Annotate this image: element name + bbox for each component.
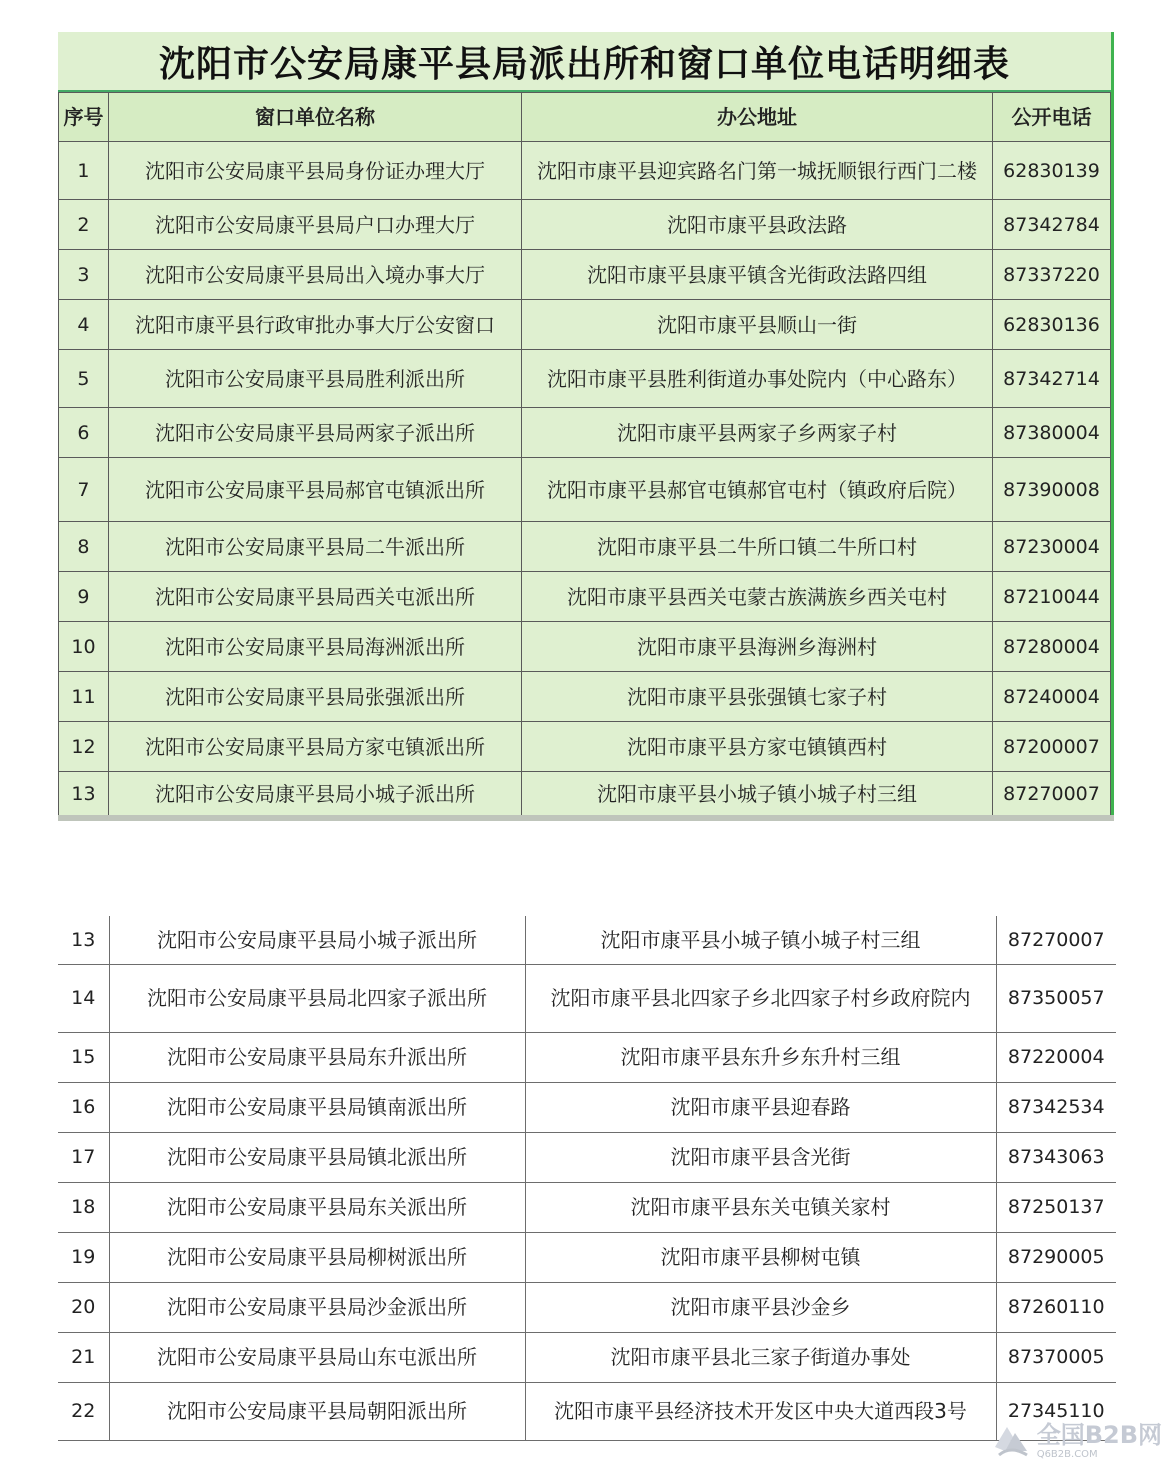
- row-phone: 87390008: [993, 458, 1111, 522]
- table-row: [58, 1282, 1116, 1332]
- row-unit-name: 沈阳市公安局康平县局镇北派出所: [109, 1132, 525, 1182]
- row-phone: 87290005: [996, 1232, 1116, 1282]
- table-row: [59, 200, 1111, 250]
- row-phone: 27345110: [996, 1382, 1116, 1440]
- row-phone: 87270007: [993, 772, 1111, 816]
- row-index: 9: [59, 572, 109, 622]
- row-unit-name: 沈阳市公安局康平县局山东屯派出所: [109, 1332, 525, 1382]
- row-phone: 62830136: [993, 300, 1111, 350]
- row-address: 沈阳市康平县迎春路: [525, 1082, 996, 1132]
- row-unit-name: 沈阳市公安局康平县局出入境办事大厅: [108, 250, 521, 300]
- table-bottom: [58, 916, 1116, 1441]
- row-address: 沈阳市康平县政法路: [522, 200, 993, 250]
- row-phone: 87260110: [996, 1282, 1116, 1332]
- row-unit-name: 沈阳市公安局康平县局朝阳派出所: [109, 1382, 525, 1440]
- table-row: [59, 250, 1111, 300]
- row-phone: 87337220: [993, 250, 1111, 300]
- row-unit-name: 沈阳市公安局康平县局两家子派出所: [108, 408, 521, 458]
- header-unit-name: 窗口单位名称: [108, 93, 521, 142]
- table-row: [59, 142, 1111, 200]
- row-unit-name: 沈阳市公安局康平县局东升派出所: [109, 1032, 525, 1082]
- watermark-subtext: Q6B2B.COM: [1036, 1448, 1098, 1460]
- row-address: 沈阳市康平县康平镇含光街政法路四组: [522, 250, 993, 300]
- row-index: 14: [58, 964, 109, 1032]
- table-row: [59, 458, 1111, 522]
- row-index: 1: [59, 142, 109, 200]
- table-row: [59, 300, 1111, 350]
- row-phone: 87342534: [996, 1082, 1116, 1132]
- phone-table-top: [58, 92, 1111, 816]
- row-address: 沈阳市康平县北三家子街道办事处: [525, 1332, 996, 1382]
- row-index: 8: [59, 522, 109, 572]
- row-phone: 62830139: [993, 142, 1111, 200]
- table-row: [59, 622, 1111, 672]
- row-unit-name: 沈阳市公安局康平县局二牛派出所: [108, 522, 521, 572]
- table-row: [58, 916, 1116, 964]
- row-phone: 87270007: [996, 916, 1116, 964]
- table-row: [58, 964, 1116, 1032]
- row-unit-name: 沈阳市公安局康平县局镇南派出所: [109, 1082, 525, 1132]
- row-index: 7: [59, 458, 109, 522]
- phone-table-bottom: [58, 916, 1116, 1441]
- header-phone: 公开电话: [993, 93, 1111, 142]
- table-row: [58, 1032, 1116, 1082]
- table-row: [59, 522, 1111, 572]
- watermark: [991, 1421, 1162, 1461]
- table-row: [59, 408, 1111, 458]
- row-address: 沈阳市康平县迎宾路名门第一城抚顺银行西门二楼: [522, 142, 993, 200]
- row-address: 沈阳市康平县顺山一街: [522, 300, 993, 350]
- row-address: 沈阳市康平县两家子乡两家子村: [522, 408, 993, 458]
- row-address: 沈阳市康平县张强镇七家子村: [522, 672, 993, 722]
- row-unit-name: 沈阳市公安局康平县局小城子派出所: [109, 916, 525, 964]
- row-phone: 87343063: [996, 1132, 1116, 1182]
- table-row: [59, 672, 1111, 722]
- table-row: [58, 1182, 1116, 1232]
- row-unit-name: 沈阳市公安局康平县局张强派出所: [108, 672, 521, 722]
- row-unit-name: 沈阳市公安局康平县局身份证办理大厅: [108, 142, 521, 200]
- page-title: 沈阳市公安局康平县局派出所和窗口单位电话明细表: [58, 32, 1111, 92]
- row-address: 沈阳市康平县沙金乡: [525, 1282, 996, 1332]
- row-phone: 87342714: [993, 350, 1111, 408]
- row-address: 沈阳市康平县方家屯镇镇西村: [522, 722, 993, 772]
- row-unit-name: 沈阳市公安局康平县局北四家子派出所: [109, 964, 525, 1032]
- row-index: 11: [59, 672, 109, 722]
- row-phone: 87350057: [996, 964, 1116, 1032]
- row-index: 10: [59, 622, 109, 672]
- row-index: 18: [58, 1182, 109, 1232]
- row-address: 沈阳市康平县含光街: [525, 1132, 996, 1182]
- row-index: 21: [58, 1332, 109, 1382]
- row-phone: 87210044: [993, 572, 1111, 622]
- row-address: 沈阳市康平县北四家子乡北四家子村乡政府院内: [525, 964, 996, 1032]
- row-address: 沈阳市康平县西关屯蒙古族满族乡西关屯村: [522, 572, 993, 622]
- row-index: 3: [59, 250, 109, 300]
- table-row: [59, 572, 1111, 622]
- watermark-text: 全国B2B网: [1036, 1420, 1162, 1449]
- row-index: 2: [59, 200, 109, 250]
- table-row: [58, 1332, 1116, 1382]
- row-phone: 87380004: [993, 408, 1111, 458]
- row-index: 19: [58, 1232, 109, 1282]
- row-unit-name: 沈阳市公安局康平县局沙金派出所: [109, 1282, 525, 1332]
- row-address: 沈阳市康平县东升乡东升村三组: [525, 1032, 996, 1082]
- row-address: 沈阳市康平县东关屯镇关家村: [525, 1182, 996, 1232]
- table-top: [58, 32, 1114, 820]
- table-row: [59, 350, 1111, 408]
- row-unit-name: 沈阳市公安局康平县局胜利派出所: [108, 350, 521, 408]
- row-phone: 87240004: [993, 672, 1111, 722]
- row-phone: 87200007: [993, 722, 1111, 772]
- row-index: 22: [58, 1382, 109, 1440]
- row-index: 12: [59, 722, 109, 772]
- row-unit-name: 沈阳市公安局康平县局西关屯派出所: [108, 572, 521, 622]
- row-phone: 87230004: [993, 522, 1111, 572]
- row-index: 6: [59, 408, 109, 458]
- row-index: 17: [58, 1132, 109, 1182]
- row-phone: 87220004: [996, 1032, 1116, 1082]
- row-unit-name: 沈阳市公安局康平县局柳树派出所: [109, 1232, 525, 1282]
- row-unit-name: 沈阳市公安局康平县局户口办理大厅: [108, 200, 521, 250]
- row-index: 13: [58, 916, 109, 964]
- row-address: 沈阳市康平县胜利街道办事处院内（中心路东）: [522, 350, 993, 408]
- row-unit-name: 沈阳市公安局康平县局郝官屯镇派出所: [108, 458, 521, 522]
- row-unit-name: 沈阳市公安局康平县局方家屯镇派出所: [108, 722, 521, 772]
- row-index: 5: [59, 350, 109, 408]
- row-index: 4: [59, 300, 109, 350]
- screenshot-edge-band: [58, 815, 1114, 821]
- watermark-logo-icon: [991, 1421, 1031, 1461]
- row-index: 13: [59, 772, 109, 816]
- row-address: 沈阳市康平县经济技术开发区中央大道西段3号: [525, 1382, 996, 1440]
- table-row: [58, 1132, 1116, 1182]
- row-index: 20: [58, 1282, 109, 1332]
- row-phone: 87342784: [993, 200, 1111, 250]
- table-row: [59, 772, 1111, 816]
- row-phone: 87250137: [996, 1182, 1116, 1232]
- row-index: 15: [58, 1032, 109, 1082]
- table-row: [58, 1082, 1116, 1132]
- row-address: 沈阳市康平县郝官屯镇郝官屯村（镇政府后院）: [522, 458, 993, 522]
- table-row: [58, 1382, 1116, 1440]
- header-index: 序号: [59, 93, 109, 142]
- row-address: 沈阳市康平县柳树屯镇: [525, 1232, 996, 1282]
- row-address: 沈阳市康平县小城子镇小城子村三组: [525, 916, 996, 964]
- row-index: 16: [58, 1082, 109, 1132]
- header-address: 办公地址: [522, 93, 993, 142]
- table-header-row: [59, 93, 1111, 142]
- row-address: 沈阳市康平县二牛所口镇二牛所口村: [522, 522, 993, 572]
- table-row: [59, 722, 1111, 772]
- row-unit-name: 沈阳市公安局康平县局小城子派出所: [108, 772, 521, 816]
- table-row: [58, 1232, 1116, 1282]
- row-unit-name: 沈阳市公安局康平县局东关派出所: [109, 1182, 525, 1232]
- row-unit-name: 沈阳市公安局康平县局海洲派出所: [108, 622, 521, 672]
- row-phone: 87370005: [996, 1332, 1116, 1382]
- row-address: 沈阳市康平县小城子镇小城子村三组: [522, 772, 993, 816]
- row-unit-name: 沈阳市康平县行政审批办事大厅公安窗口: [108, 300, 521, 350]
- row-address: 沈阳市康平县海洲乡海洲村: [522, 622, 993, 672]
- row-phone: 87280004: [993, 622, 1111, 672]
